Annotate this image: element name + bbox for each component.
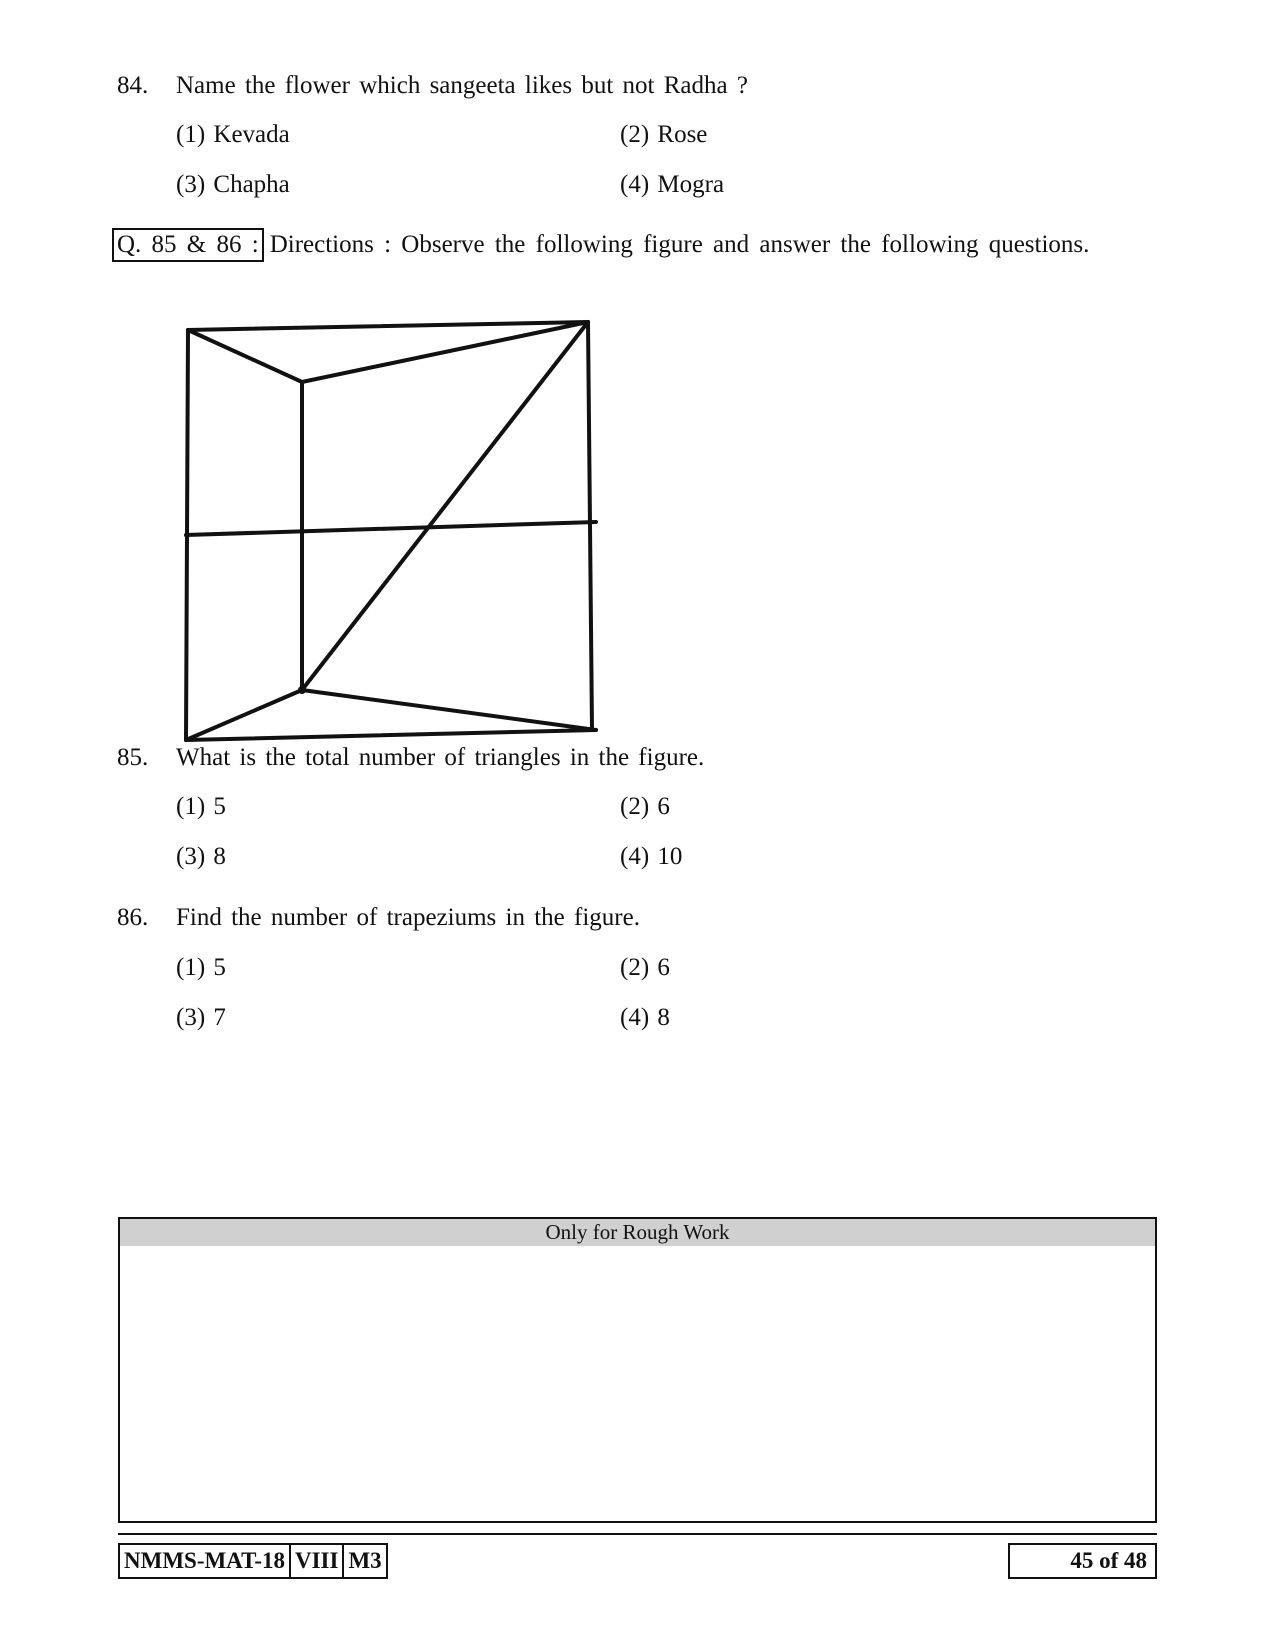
- inner-bottom-right: [302, 690, 596, 730]
- inner-top-left: [188, 330, 302, 382]
- q84-option-3[interactable]: (3) Chapha: [176, 171, 290, 198]
- footer-codes: [118, 1543, 386, 1579]
- inner-bottom-left: [186, 690, 302, 740]
- q85-option-1[interactable]: (1) 5: [176, 793, 226, 820]
- q85-option-4[interactable]: (4) 10: [620, 843, 683, 870]
- q86-option-1[interactable]: (1) 5: [176, 954, 226, 981]
- page-number: 45 of 48: [1008, 1543, 1157, 1579]
- question-85: [117, 744, 704, 772]
- set-code: M3: [342, 1543, 387, 1579]
- rough-work-box[interactable]: [118, 1217, 1157, 1523]
- q85-option-3[interactable]: (3) 8: [176, 843, 226, 870]
- rough-work-title: Only for Rough Work: [120, 1219, 1155, 1246]
- directions: [112, 228, 1089, 262]
- question-number: 86.: [117, 904, 149, 931]
- vertex-dot: [298, 686, 306, 694]
- inner-top-right: [302, 322, 588, 382]
- directions-text: Directions : Observe the following figure and answer the following questions.: [269, 231, 1090, 258]
- top-edge: [188, 322, 588, 330]
- footer-divider: [118, 1533, 1157, 1535]
- paper-code: NMMS-MAT-18: [118, 1543, 291, 1579]
- q84-option-2[interactable]: (2) Rose: [620, 121, 708, 148]
- question-86: [117, 904, 640, 932]
- right-edge: [588, 322, 592, 730]
- diagonal-line: [302, 322, 588, 690]
- bottom-edge: [186, 730, 596, 740]
- question-number: 85.: [117, 744, 149, 771]
- q86-option-4[interactable]: (4) 8: [620, 1004, 670, 1031]
- horizontal-line: [186, 522, 596, 535]
- class-code: VIII: [289, 1543, 344, 1579]
- q85-option-2[interactable]: (2) 6: [620, 793, 670, 820]
- question-text: Find the number of trapeziums in the figure.: [176, 904, 640, 931]
- question-number: 84.: [117, 72, 149, 99]
- question-84: [117, 72, 748, 100]
- directions-label: Q. 85 & 86 :: [112, 228, 264, 262]
- q86-option-2[interactable]: (2) 6: [620, 954, 670, 981]
- q86-option-3[interactable]: (3) 7: [176, 1004, 226, 1031]
- q84-option-1[interactable]: (1) Kevada: [176, 121, 290, 148]
- geometry-figure: [176, 310, 608, 746]
- question-text: Name the flower which sangeeta likes but not Radha ?: [176, 72, 748, 99]
- q84-option-4[interactable]: (4) Mogra: [620, 171, 725, 198]
- question-text: What is the total number of triangles in the figure.: [176, 744, 705, 771]
